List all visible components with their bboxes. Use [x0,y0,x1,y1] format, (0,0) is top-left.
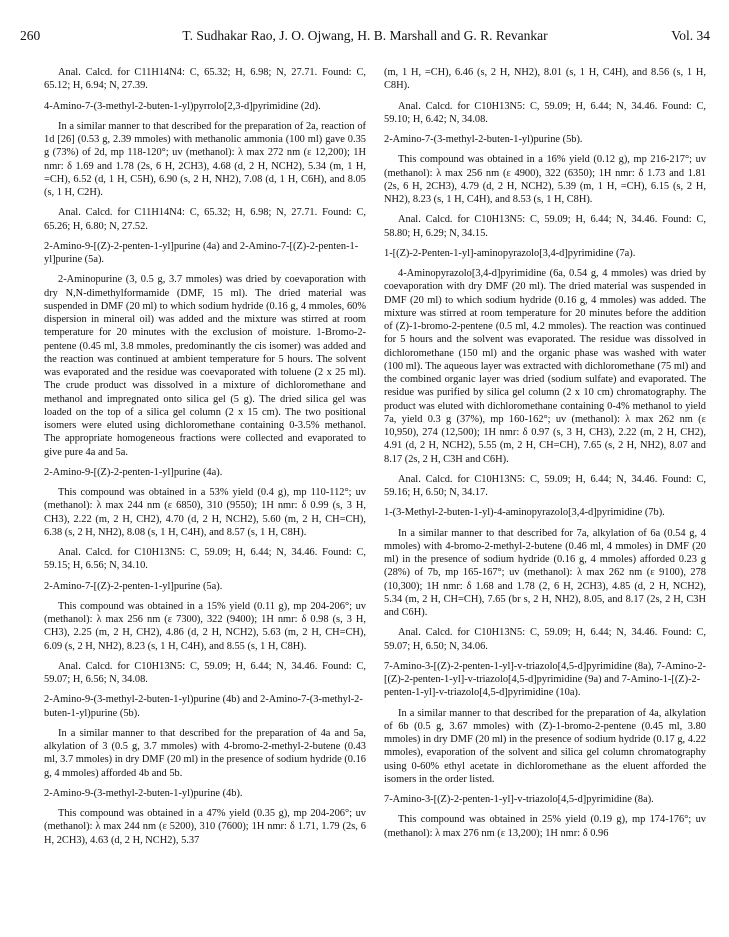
elemental-analysis: Anal. Calcd. for C10H13N5: C, 59.09; H, 6.44; N, 34.46. Found: C, 58.80; H, 6.29; N, 34.15. [384,214,706,239]
paragraph: 4-Aminopyrazolo[3,4-d]pyrimidine (6a, 0.54 g, 4 mmoles) was dried by coevaporation with dry DMF (20 ml). The dried material was suspended in DMF (20 ml) to which sodium hydride (0.16 g, 4 mmoles) was added. The mixture was stirred at room temperature for 20 minutes before the addition of (Z)-1-bromo-2-pentene (0.5 ml, 4.2 mmoles). The reaction was continued for 5 hours and the solvent was evaporated. The residue was dissolved in dichloromethane (150 ml) and the organic phase was washed with water (100 ml). The aqueous layer was extracted with dichloromethane (75 ml) and the combined organic layer was dried (sodium sulfate) and evaporated. The residue was purified by silica gel column (2 x 10 cm) chromatography. The product was eluted with dichloromethane containing 0-4% methanol to yield 7a, yield 0.3 g (37%), mp 160-162°; uv (methanol): λ max 262 nm (ε 10,950), 274 (12,500); 1H nmr: δ 0.97 (s, 3 H, CH3), 2.22 (m, 2 H, CH2), 4.91 (d, 2 H, NCH2), 5.55 (m, 2 H, CH=CH), 7.65 (s, 2 H, NH2), 8.07 and 8.17 (2s, 2 H, C3H and C6H). [384,268,706,465]
section-heading: 2-Amino-9-(3-methyl-2-buten-1-yl)purine (4b) and 2-Amino-7-(3-methyl-2-buten-1-yl)purine (5b). [44,694,363,719]
section-heading: 2-Amino-7-[(Z)-2-penten-1-yl]purine (5a). [44,580,223,592]
section-heading: 7-Amino-3-[(Z)-2-penten-1-yl]-v-triazolo[4,5-d]pyrimidine (8a). [384,794,654,805]
volume-label: Vol. 34 [671,28,710,43]
section-heading: 4-Amino-7-(3-methyl-2-buten-1-yl)pyrrolo[2,3-d]pyrimidine (2d). [44,100,321,112]
section-heading: 7-Amino-3-[(Z)-2-penten-1-yl]-v-triazolo[4,5-d]pyrimidine (8a), 7-Amino-2-[(Z)-2-penten-1-yl]-v-triazolo[4,5-d]pyrimidine (9a) and 7-Amino-1-[(Z)-2-penten-1-yl]-v-triazolo[4,5-d]pyrimidine (10a). [384,660,706,699]
elemental-analysis: Anal. Calcd. for C11H14N4: C, 65.32; H, 6.98; N, 27.71. Found: C, 65.26; H, 6.80; N, 27.52. [44,207,366,232]
section-heading: 2-Amino-9-[(Z)-2-penten-1-yl]purine (4a) and 2-Amino-7-[(Z)-2-penten-1-yl]purine (5a). [44,240,359,265]
elemental-analysis: Anal. Calcd. for C10H13N5: C, 59.09; H, 6.44; N, 34.46. Found: C, 59.10; H, 6.42; N, 34.08. [384,100,706,125]
paragraph: In a similar manner to that described for the preparation of 2a, reaction of 1d [26] (0.53 g, 2.39 mmoles) with methanolic ammonia (100 ml) gave 0.35 g (73%) of 2d, mp 118-120°; uv (methanol): λ max 272 nm (ε 12,200); 1H nmr: δ 1.69 and 1.78 (2s, 6 H, 2CH3), 4.68 (d, 2 H, NCH2), 5.34 (m, 1 H, =CH), 6.52 (d, 1 H, C5H), 6.90 (s, 2 H, NH2), 7.08 (d, 1 H, C6H), and 8.05 (s, 1 H, C2H). [44,120,366,198]
elemental-analysis: Anal. Calcd. for C10H13N5: C, 59.09; H, 6.44; N, 34.46. Found: C, 59.07; H, 6.56; N, 34.08. [44,660,366,685]
paragraph: This compound was obtained in a 53% yield (0.4 g), mp 110-112°; uv (methanol): λ max 244 nm (ε 6850), 310 (9550); 1H nmr: δ 0.99 (s, 3 H, CH3), 2.22 (m, 2 H, CH2), 4.70 (d, 2 H, NCH2), 5.60 (m, 2 H, CH=CH), 6.38 (s, 2 H, NH2), 8.08 (s, 1 H, C4H), and 8.57 (s, 1 H, C8H). [44,487,366,538]
elemental-analysis: Anal. Calcd. for C10H13N5: C, 59.09; H, 6.44; N, 34.46. Found: C, 59.15; H, 6.56; N, 34.10. [44,547,366,572]
elemental-analysis: Anal. Calcd. for C10H13N5: C, 59.09; H, 6.44; N, 34.46. Found: C, 59.16; H, 6.50; N, 34.17. [384,473,706,498]
right-column [384,66,706,847]
section-heading: 2-Amino-7-(3-methyl-2-buten-1-yl)purine (5b). [384,134,583,145]
left-column [44,66,366,854]
section-heading: 1-(3-Methyl-2-buten-1-yl)-4-aminopyrazolo[3,4-d]pyrimidine (7b). [384,507,665,519]
paragraph: In a similar manner to that described for the preparation of 4a, alkylation of 6b (0.5 g, 3.67 mmoles) with (Z)-1-bromo-2-pentene (0.45 ml, 3.80 mmoles) in dry DMF (20 ml) in the presence of sodium hydride (0.17 g, 4.22 mmoles), evaporation of the solvent and silica gel column chromatography using 0-60% ethyl acetate in dichloromethane as the eluent afforded the isomers in the order listed. [384,707,706,785]
paragraph: This compound was obtained in a 47% yield (0.35 g), mp 204-206°; uv (methanol): λ max 244 nm (ε 5200), 310 (7600); 1H nmr: δ 1.71, 1.79 (2s, 6 H, 2CH3), 4.63 (d, 2 H, NCH2), 5.37 [44,808,366,846]
paragraph: In a similar manner to that described for 7a, alkylation of 6a (0.54 g, 4 mmoles) with 4-bromo-2-methyl-2-butene (0.46 ml, 4 mmoles) in DMF (20 ml) in the presence of sodium hydride (0.16 g, 4 mmoles) afforded 0.23 g (28%) of 7b, mp 165-167°; uv (methanol): λ max 262 nm (ε 9100), 278 (10,300); 1H nmr: δ 1.68 and 1.78 (2, 6 H, 2CH3), 4.85 (d, 2 H, NCH2), 5.34 (m, 2 H, CH=CH), 7.65 (br s, 2 H, NH2), 8.05, and 8.17 (2s, 2 H, C3H and C6H). [384,527,706,618]
elemental-analysis: Anal. Calcd. for C11H14N4: C, 65.32; H, 6.98; N, 27.71. Found: C, 65.12; H, 6.94; N, 27.39. [44,67,366,92]
paragraph: This compound was obtained in a 15% yield (0.11 g), mp 204-206°; uv (methanol): λ max 256 nm (ε 7300), 322 (9400); 1H nmr: δ 0.98 (s, 3 H, CH3), 2.25 (m, 2 H, CH2), 4.86 (d, 2 H, NCH2), 5.63 (m, 2 H, CH=CH), 6.09 (s, 2 H, NH2), 8.23 (s, 1 H, C4H), and 8.55 (s, 1 H, C8H). [44,600,366,652]
paragraph: In a similar manner to that described for the preparation of 4a and 5a, alkylation of 3 (0.5 g, 3.7 mmoles) with 4-bromo-2-methyl-2-butene (0.43 ml, 3.7 mmoles) in dry DMF (20 ml) in the presence of sodium hydride (0.16 g, 4 mmoles) afforded 4b and 5b. [44,727,366,779]
paragraph: (m, 1 H, =CH), 6.46 (s, 2 H, NH2), 8.01 (s, 1 H, C4H), and 8.56 (s, 1 H, C8H). [384,67,706,92]
paragraph: This compound was obtained in a 16% yield (0.12 g), mp 216-217°; uv (methanol): λ max 256 nm (ε 4900), 322 (6350); 1H nmr: δ 1.73 and 1.81 (2s, 6 H, 2CH3), 4.79 (d, 2 H, NCH2), 5.39 (m, 1 H, =CH), 6.15 (s, 2 H, NH2), 8.23 (s, 1 H, C4H), and 8.53 (s, 1 H, C8H). [384,154,706,205]
elemental-analysis: Anal. Calcd. for C10H13N5: C, 59.09; H, 6.44; N, 34.46. Found: C, 59.07; H, 6.50; N, 34.06. [384,627,706,652]
running-header [20,28,710,48]
section-heading: 2-Amino-9-[(Z)-2-penten-1-yl]purine (4a). [44,466,223,478]
section-heading: 2-Amino-9-(3-methyl-2-buten-1-yl)purine (4b). [44,787,243,799]
authors-line: T. Sudhakar Rao, J. O. Ojwang, H. B. Marshall and G. R. Revankar [182,28,548,43]
page-number: 260 [20,28,41,43]
paragraph: This compound was obtained in 25% yield (0.19 g), mp 174-176°; uv (methanol): λ max 276 nm (ε 13,200); 1H nmr: δ 0.96 [384,814,706,839]
paragraph: 2-Aminopurine (3, 0.5 g, 3.7 mmoles) was dried by coevaporation with dry N,N-dimethylformamide (DMF, 15 ml). The dried material was suspended in DMF (20 ml) to which sodium hydride (0.16 g, 4 mmoles, 60% dispersion in mineral oil) was added and the mixture was stirred at room temperature for 20 minutes with the exclusion of moisture. 1-Bromo-2-pentene (0.45 ml, 3.8 mmoles, predominantly the cis isomer) was added and the reaction was continued at ambient temperature for 5 hours. The solvent was evaporated and the residue was coevaporated with toluene (2 x 25 ml). The crude product was dissolved in a mixture of dichloromethane and methanol and impregnated onto silica gel (5 g). The dried silica gel was loaded on the top of a silica gel column (2 x 15 cm). The two positional isomers were eluted using dichloromethane containing 0-3.5% methanol. The appropriate homogeneous fractions were collected and evaporated to give pure 4a and 5a. [44,274,366,458]
section-heading: 1-[(Z)-2-Penten-1-yl]-aminopyrazolo[3,4-d]pyrimidine (7a). [384,247,636,259]
